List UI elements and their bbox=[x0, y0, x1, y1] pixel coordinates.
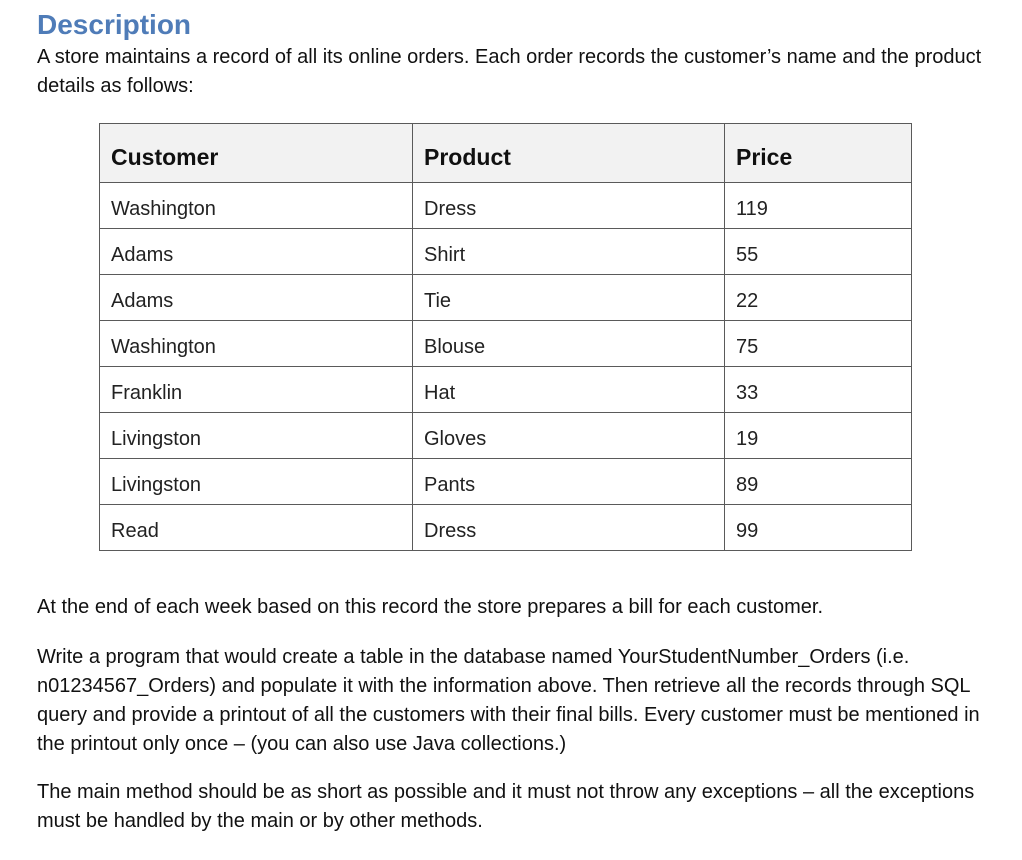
page-heading: Description bbox=[37, 9, 192, 40]
cell-price: 119 bbox=[725, 183, 912, 229]
orders-table-body bbox=[100, 183, 912, 551]
cell-price: 19 bbox=[725, 413, 912, 459]
table-row bbox=[100, 459, 912, 505]
cell-customer: Read bbox=[100, 505, 413, 551]
header-row bbox=[100, 124, 912, 183]
cell-product: Dress bbox=[413, 505, 725, 551]
cell-product: Blouse bbox=[413, 321, 725, 367]
table-row bbox=[100, 183, 912, 229]
cell-customer: Adams bbox=[100, 275, 413, 321]
cell-customer: Livingston bbox=[100, 459, 413, 505]
cell-product: Hat bbox=[413, 367, 725, 413]
table-row bbox=[100, 505, 912, 551]
cell-product: Pants bbox=[413, 459, 725, 505]
table-row bbox=[100, 413, 912, 459]
orders-table bbox=[99, 123, 912, 551]
orders-table-header bbox=[100, 124, 912, 183]
cell-product: Dress bbox=[413, 183, 725, 229]
cell-price: 99 bbox=[725, 505, 912, 551]
program-task-paragraph: Write a program that would create a table in the database named YourStudentNumber_Orders (i.e. n01234567_Orders) and populate it with the information above. Then retrieve all the records through SQL query and provide a printout of all the customers with their final bills. Every customer must be mentioned in the printout only once – (you can also use Java collections.) bbox=[37, 646, 980, 755]
intro-paragraph: A store maintains a record of all its online orders. Each order records the customer’s name and the product details as follows: bbox=[37, 46, 982, 97]
header-customer: Customer bbox=[100, 124, 413, 183]
cell-price: 33 bbox=[725, 367, 912, 413]
header-price: Price bbox=[725, 124, 912, 183]
cell-price: 75 bbox=[725, 321, 912, 367]
cell-customer: Washington bbox=[100, 321, 413, 367]
cell-product: Tie bbox=[413, 275, 725, 321]
main-method-paragraph: The main method should be as short as possible and it must not throw any exceptions – all the exceptions must be handled by the main or by other methods. bbox=[37, 781, 975, 832]
header-product: Product bbox=[413, 124, 725, 183]
cell-price: 22 bbox=[725, 275, 912, 321]
cell-product: Shirt bbox=[413, 229, 725, 275]
cell-customer: Livingston bbox=[100, 413, 413, 459]
table-row bbox=[100, 367, 912, 413]
weekly-bill-paragraph: At the end of each week based on this record the store prepares a bill for each customer. bbox=[37, 596, 824, 618]
cell-customer: Washington bbox=[100, 183, 413, 229]
cell-customer: Franklin bbox=[100, 367, 413, 413]
cell-product: Gloves bbox=[413, 413, 725, 459]
table-row bbox=[100, 321, 912, 367]
cell-price: 89 bbox=[725, 459, 912, 505]
cell-price: 55 bbox=[725, 229, 912, 275]
table-row bbox=[100, 229, 912, 275]
cell-customer: Adams bbox=[100, 229, 413, 275]
table-row bbox=[100, 275, 912, 321]
